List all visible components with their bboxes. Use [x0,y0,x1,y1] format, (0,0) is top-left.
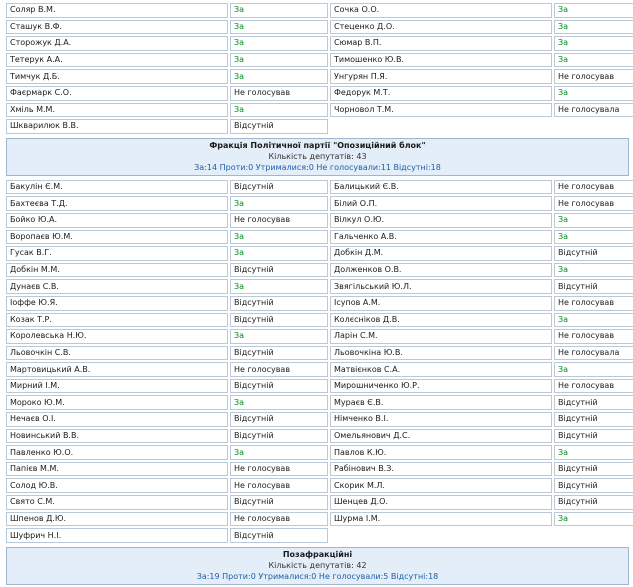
deputy-row [6,313,633,328]
vote-result: За [554,20,633,35]
deputy-name: Гальченко А.В. [330,230,552,245]
deputy-row [6,362,633,377]
deputy-row [6,279,633,294]
deputy-name: Матвієнков С.А. [330,362,552,377]
vote-result: Не голосував [230,362,328,377]
vote-result: За [230,329,328,344]
vote-result: Відсутній [230,180,328,195]
deputy-name: Шуфрич Н.І. [6,528,228,543]
deputy-name: Шпенов Д.Ю. [6,512,228,527]
vote-result: За [554,512,633,527]
deputy-name: Сюмар В.П. [330,36,552,51]
vote-result: За [554,445,633,460]
vote-result: За [554,263,633,278]
deputy-name: Гусак В.Г. [6,246,228,261]
vote-result: Відсутній [230,263,328,278]
vote-result: За [554,3,633,18]
vote-result: Відсутній [230,119,328,134]
deputy-row [6,180,633,195]
deputy-name: Шенцев Д.О. [330,495,552,510]
deputy-name: Колєсніков Д.В. [330,313,552,328]
vote-result: За [230,279,328,294]
deputy-name: Павленко Ю.О. [6,445,228,460]
vote-table-block-2 [4,178,633,545]
deputy-row [6,20,633,35]
vote-result: Не голосував [230,86,328,101]
deputy-name: Новинський В.В. [6,429,228,444]
deputy-row [6,495,633,510]
deputy-name: Унгурян П.Я. [330,69,552,84]
deputy-row [6,462,633,477]
vote-result: Не голосував [230,213,328,228]
faction-deputy-count: Кількість депутатів: 42 [268,560,367,570]
deputy-row [6,429,633,444]
vote-result: Відсутній [230,379,328,394]
vote-result: Відсутній [230,495,328,510]
vote-result: Не голосувала [554,346,633,361]
deputy-row [6,196,633,211]
deputy-name: Шурма І.М. [330,512,552,527]
vote-result: За [230,53,328,68]
deputy-name: Мирний І.М. [6,379,228,394]
vote-result: Не голосував [554,296,633,311]
vote-result: Не голосував [554,329,633,344]
vote-result: За [230,196,328,211]
vote-result: Не голосувала [554,103,633,118]
vote-result: За [230,230,328,245]
deputy-row [6,53,633,68]
vote-results-sheet [4,1,631,587]
deputy-name: Іоффе Ю.Я. [6,296,228,311]
deputy-name: Омельянович Д.С. [330,429,552,444]
vote-result: Відсутній [230,296,328,311]
deputy-name: Бакулін Є.М. [6,180,228,195]
vote-result: За [230,246,328,261]
deputy-name: Свято С.М. [6,495,228,510]
deputy-name: Солод Ю.В. [6,478,228,493]
vote-result: Відсутній [230,412,328,427]
vote-result: Відсутній [230,429,328,444]
vote-result [554,119,633,134]
deputy-name: Добкін Д.М. [330,246,552,261]
deputy-row [6,69,633,84]
faction-header-non-affiliated [6,547,629,585]
deputy-name: Скорик М.Л. [330,478,552,493]
deputy-name: Тетерук А.А. [6,53,228,68]
deputy-name: Козак Т.Р. [6,313,228,328]
vote-result: За [230,103,328,118]
deputy-name: Мураєв Є.В. [330,395,552,410]
vote-result: Відсутній [554,395,633,410]
vote-result: Відсутній [554,279,633,294]
vote-result: Відсутній [554,246,633,261]
vote-result: Відсутній [230,313,328,328]
deputy-name: Тимчук Д.Б. [6,69,228,84]
deputy-name: Дунаєв С.В. [6,279,228,294]
deputy-name: Нечаєв О.І. [6,412,228,427]
deputy-row [6,213,633,228]
deputy-name: Добкін М.М. [6,263,228,278]
deputy-name: Балицький Є.В. [330,180,552,195]
deputy-row [6,528,633,543]
deputy-row [6,445,633,460]
deputy-name: Льовочкіна Ю.В. [330,346,552,361]
deputy-name: Німченко В.І. [330,412,552,427]
deputy-row [6,230,633,245]
deputy-name: Мартовицький А.В. [6,362,228,377]
deputy-name: Долженков О.В. [330,263,552,278]
deputy-row [6,86,633,101]
deputy-name: Мороко Ю.М. [6,395,228,410]
deputy-name [330,119,552,134]
vote-result: За [554,36,633,51]
deputy-name: Білий О.П. [330,196,552,211]
vote-result: Відсутній [554,429,633,444]
vote-result: За [230,20,328,35]
vote-result: Не голосував [554,69,633,84]
faction-deputy-count: Кількість депутатів: 43 [268,151,367,161]
deputy-name: Павлов К.Ю. [330,445,552,460]
vote-result: За [230,36,328,51]
faction-vote-stats: За:19 Проти:0 Утрималися:0 Не голосували:5 Відсутні:18 [196,571,439,581]
deputy-name: Федорук М.Т. [330,86,552,101]
vote-result: За [554,53,633,68]
deputy-row [6,36,633,51]
vote-result: Не голосував [554,196,633,211]
deputy-name: Рабінович В.З. [330,462,552,477]
vote-result: Відсутній [554,478,633,493]
faction-title: Фракція Політичної партії "Опозиційний блок" [209,140,426,150]
deputy-name: Шкварилюк В.В. [6,119,228,134]
deputy-name: Воропаєв Ю.М. [6,230,228,245]
vote-result [554,528,633,543]
deputy-name: Папієв М.М. [6,462,228,477]
deputy-name: Звягільський Ю.Л. [330,279,552,294]
deputy-name: Тимошенко Ю.В. [330,53,552,68]
deputy-row [6,246,633,261]
deputy-name: Бахтеєва Т.Д. [6,196,228,211]
vote-result: Не голосував [230,512,328,527]
deputy-name: Ісупов А.М. [330,296,552,311]
deputy-row [6,296,633,311]
deputy-name: Сочка О.О. [330,3,552,18]
vote-result: За [554,230,633,245]
faction-header-opposition-bloc [6,138,629,176]
vote-result: Не голосував [230,462,328,477]
vote-result: За [554,313,633,328]
vote-result: Відсутній [230,528,328,543]
deputy-name: Стеценко Д.О. [330,20,552,35]
deputy-name: Сташук В.Ф. [6,20,228,35]
vote-result: Відсутній [230,346,328,361]
deputy-row [6,119,633,134]
deputy-row [6,379,633,394]
deputy-name: Вілкул О.Ю. [330,213,552,228]
deputy-name [330,528,552,543]
deputy-name: Соляр В.М. [6,3,228,18]
deputy-row [6,103,633,118]
vote-result: За [230,445,328,460]
deputy-name: Королевська Н.Ю. [6,329,228,344]
vote-result: Відсутній [554,412,633,427]
vote-result: За [554,213,633,228]
vote-result: За [554,86,633,101]
deputy-row [6,3,633,18]
vote-result: Не голосував [554,180,633,195]
deputy-row [6,412,633,427]
deputy-row [6,346,633,361]
deputy-row [6,329,633,344]
vote-result: Відсутній [554,462,633,477]
deputy-name: Фаєрмарк С.О. [6,86,228,101]
faction-vote-stats: За:14 Проти:0 Утрималися:0 Не голосували:11 Відсутні:18 [194,162,441,172]
deputy-row [6,263,633,278]
vote-result: За [230,69,328,84]
deputy-name: Бойко Ю.А. [6,213,228,228]
deputy-name: Мирошниченко Ю.Р. [330,379,552,394]
deputy-row [6,478,633,493]
vote-result: Не голосував [230,478,328,493]
deputy-name: Хміль М.М. [6,103,228,118]
deputy-name: Льовочкін С.В. [6,346,228,361]
vote-result: За [554,362,633,377]
deputy-row [6,395,633,410]
faction-title: Позафракційні [282,549,353,559]
deputy-name: Ларін С.М. [330,329,552,344]
vote-result: За [230,395,328,410]
vote-result: За [230,3,328,18]
vote-result: Не голосував [554,379,633,394]
vote-result: Відсутній [554,495,633,510]
deputy-name: Чорновол Т.М. [330,103,552,118]
vote-table-block-1 [4,1,633,136]
deputy-name: Сторожук Д.А. [6,36,228,51]
